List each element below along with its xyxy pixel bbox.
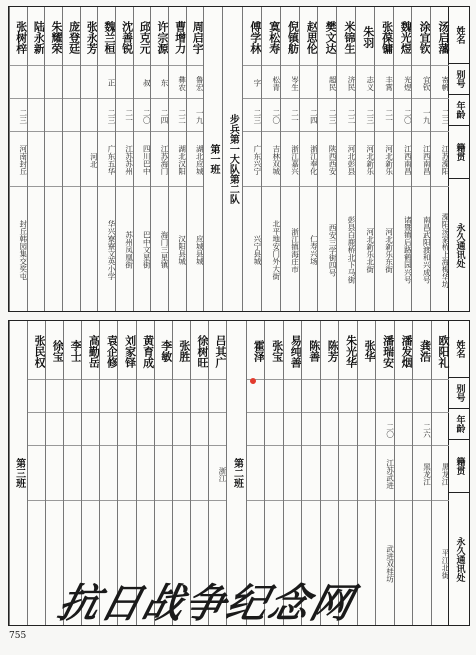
cell-name: 傅学林 bbox=[243, 7, 261, 66]
cell-alias bbox=[358, 380, 375, 413]
upper-columns bbox=[9, 7, 449, 311]
header-origin: 籍贯 bbox=[449, 126, 469, 179]
cell-origin: 河北新乐 bbox=[375, 132, 393, 187]
cell-address: 海门三星镇 bbox=[159, 231, 169, 269]
cell-name: 潘瑞安 bbox=[376, 321, 393, 380]
cell-origin: 江西南昌 bbox=[394, 132, 412, 187]
cell-origin: 湖北汉阳 bbox=[169, 132, 186, 187]
cell-alias bbox=[116, 66, 133, 99]
cell-age bbox=[28, 99, 45, 132]
cell-origin: 黑龙江 bbox=[413, 446, 430, 501]
cell-origin bbox=[137, 446, 154, 501]
cell-name: 朱耀荣 bbox=[45, 7, 62, 66]
cell-origin bbox=[321, 446, 338, 501]
cell-address: 南昌武阳渡和兴成号 bbox=[422, 216, 432, 284]
cell-age bbox=[247, 413, 264, 446]
roster-column bbox=[355, 7, 374, 311]
cell-origin bbox=[265, 446, 282, 501]
cell-origin: 江苏溧阳 bbox=[431, 132, 449, 187]
cell-name: 朱光华 bbox=[339, 321, 356, 380]
cell-name: 陈善 bbox=[302, 321, 319, 380]
cell-age bbox=[265, 413, 282, 446]
cell-name: 张华 bbox=[358, 321, 375, 380]
cell-origin: 河北彭县 bbox=[337, 132, 355, 187]
cell-alias: 寄帆 bbox=[431, 66, 449, 99]
cell-origin: 广东五华 bbox=[98, 132, 115, 187]
cell-name: 龚浩 bbox=[413, 321, 430, 380]
cell-age bbox=[395, 413, 412, 446]
cell-alias bbox=[173, 380, 190, 413]
cell-alias: 岑生 bbox=[281, 66, 299, 99]
cell-age: 二〇 bbox=[262, 99, 280, 132]
cell-alias bbox=[10, 66, 27, 99]
cell-age: 二四 bbox=[300, 99, 318, 132]
cell-age: 二〇 bbox=[376, 413, 393, 446]
cell-address bbox=[81, 187, 98, 311]
cell-alias bbox=[321, 380, 338, 413]
header-alias: 别号 bbox=[449, 64, 469, 95]
cell-origin bbox=[302, 446, 319, 501]
cell-address bbox=[395, 501, 412, 625]
cell-age bbox=[46, 413, 63, 446]
cell-address: 封丘韩园集交奖屯 bbox=[18, 220, 28, 280]
cell-address: 苏州凤凰街 bbox=[124, 231, 134, 269]
cell-origin: 河北新乐 bbox=[356, 132, 374, 187]
cell-alias bbox=[395, 380, 412, 413]
cell-name: 陆永新 bbox=[28, 7, 45, 66]
roster-column bbox=[45, 321, 63, 625]
cell-origin bbox=[155, 446, 172, 501]
cell-name: 沈善锐 bbox=[116, 7, 133, 66]
cell-age bbox=[64, 413, 81, 446]
cell-age bbox=[191, 413, 208, 446]
cell-address bbox=[45, 187, 62, 311]
cell-alias bbox=[265, 380, 282, 413]
cell-age bbox=[81, 99, 98, 132]
cell-name: 李士 bbox=[64, 321, 81, 380]
cell-name: 魏光煜 bbox=[394, 7, 412, 66]
cell-alias bbox=[155, 380, 172, 413]
cell-name: 寞松寿 bbox=[262, 7, 280, 66]
cell-name: 张葆镛 bbox=[375, 7, 393, 66]
section-label: 第三班 bbox=[9, 321, 27, 625]
cell-alias: 光煜 bbox=[394, 66, 412, 99]
cell-origin bbox=[28, 132, 45, 187]
cell-age: 二〇 bbox=[394, 99, 412, 132]
cell-name: 吕其广 bbox=[209, 321, 226, 380]
cell-name: 李敏 bbox=[155, 321, 172, 380]
cell-address: 仁寿兴场 bbox=[309, 235, 319, 265]
cell-origin bbox=[339, 446, 356, 501]
cell-alias bbox=[28, 380, 45, 413]
cell-age bbox=[209, 413, 226, 446]
cell-origin bbox=[118, 446, 135, 501]
header-address: 永久通讯处 bbox=[454, 222, 465, 268]
cell-age bbox=[321, 413, 338, 446]
header-origin-lower: 籍贯 bbox=[449, 440, 469, 493]
cell-alias bbox=[64, 380, 81, 413]
cell-origin bbox=[191, 446, 208, 501]
cell-name: 高勤岳 bbox=[82, 321, 99, 380]
cell-origin: 河南封丘 bbox=[10, 132, 27, 187]
section-label: 第二班 bbox=[226, 321, 246, 625]
cell-name: 周启宇 bbox=[187, 7, 204, 66]
section-label: 步兵第一大队第二队 bbox=[222, 7, 242, 311]
roster-column bbox=[133, 7, 151, 311]
cell-name: 涂宜钦 bbox=[412, 7, 430, 66]
cell-origin bbox=[284, 446, 301, 501]
cell-name: 袁企修 bbox=[100, 321, 117, 380]
roster-column bbox=[62, 7, 80, 311]
cell-origin bbox=[46, 446, 63, 501]
cell-address: 溧阳汤家桥上海梅华坊 bbox=[441, 212, 450, 288]
header-alias-lower: 别号 bbox=[449, 378, 469, 409]
cell-origin bbox=[395, 446, 412, 501]
cell-age: 二〇 bbox=[134, 99, 151, 132]
cell-address bbox=[28, 501, 45, 625]
cell-address bbox=[63, 187, 80, 311]
cell-name: 邱克元 bbox=[134, 7, 151, 66]
cell-name: 刘家铎 bbox=[118, 321, 135, 380]
cell-origin: 河北 bbox=[81, 132, 98, 187]
cell-name: 倪镇舫 bbox=[281, 7, 299, 66]
roster-column bbox=[280, 7, 299, 311]
cell-address: 应城县城 bbox=[195, 235, 205, 265]
roster-column bbox=[186, 7, 204, 311]
cell-alias bbox=[28, 66, 45, 99]
cell-origin bbox=[28, 446, 45, 501]
header-name-lower: 姓名 bbox=[449, 321, 469, 378]
cell-alias bbox=[300, 66, 318, 99]
upper-roster-table bbox=[8, 6, 470, 312]
cell-alias: 鲁宏 bbox=[187, 66, 204, 99]
page-number: 755 bbox=[9, 631, 27, 641]
cell-age: 二一 bbox=[116, 99, 133, 132]
roster-column bbox=[299, 7, 318, 311]
cell-address: 浙江镇海庄市 bbox=[290, 227, 300, 273]
cell-alias: 志义 bbox=[356, 66, 374, 99]
cell-address: 武进双桂坊 bbox=[385, 545, 395, 583]
cell-alias bbox=[339, 380, 356, 413]
cell-age: 一九 bbox=[412, 99, 430, 132]
roster-column bbox=[9, 7, 27, 311]
cell-alias bbox=[137, 380, 154, 413]
roster-column bbox=[357, 321, 375, 625]
cell-alias: 宜钦 bbox=[412, 66, 430, 99]
roster-column bbox=[430, 7, 449, 311]
cell-age: 二二 bbox=[169, 99, 186, 132]
cell-alias: 字 bbox=[243, 66, 261, 99]
cell-alias: 东 bbox=[151, 66, 168, 99]
roster-column bbox=[412, 321, 430, 625]
cell-origin bbox=[173, 446, 190, 501]
cell-name: 张胜 bbox=[173, 321, 190, 380]
roster-column bbox=[27, 321, 45, 625]
roster-column bbox=[375, 321, 393, 625]
cell-name: 张树梓 bbox=[10, 7, 27, 66]
cell-age bbox=[63, 99, 80, 132]
cell-origin: 浙江 bbox=[209, 446, 226, 501]
cell-address bbox=[358, 501, 375, 625]
header-age-lower: 年龄 bbox=[449, 409, 469, 440]
cell-origin bbox=[358, 446, 375, 501]
cell-age bbox=[155, 413, 172, 446]
cell-origin: 江西南昌 bbox=[412, 132, 430, 187]
roster-column bbox=[393, 7, 412, 311]
cell-address: 河北新乐东街 bbox=[384, 227, 394, 273]
cell-origin bbox=[64, 446, 81, 501]
header-age: 年龄 bbox=[449, 95, 469, 126]
roster-column bbox=[411, 7, 430, 311]
cell-alias bbox=[46, 380, 63, 413]
cell-name: 赵思伦 bbox=[300, 7, 318, 66]
cell-origin: 浙江嘉兴 bbox=[281, 132, 299, 187]
cell-alias: 丰霄 bbox=[375, 66, 393, 99]
header-name: 姓名 bbox=[449, 7, 469, 64]
roster-column bbox=[336, 7, 355, 311]
cell-alias: 正 bbox=[98, 66, 115, 99]
cell-alias bbox=[247, 380, 264, 413]
cell-age: 二一 bbox=[375, 99, 393, 132]
cell-age: 二三 bbox=[98, 99, 115, 132]
cell-alias bbox=[284, 380, 301, 413]
roster-column bbox=[97, 7, 115, 311]
cell-origin: 江苏海门 bbox=[151, 132, 168, 187]
cell-name: 魏兰桓 bbox=[98, 7, 115, 66]
cell-alias: 超民 bbox=[318, 66, 336, 99]
cell-age: 二三 bbox=[10, 99, 27, 132]
cell-age bbox=[432, 413, 449, 446]
cell-address: 西安三学街四号 bbox=[328, 223, 338, 277]
cell-alias: 彝农 bbox=[169, 66, 186, 99]
cell-alias bbox=[302, 380, 319, 413]
cell-age: 二四 bbox=[151, 99, 168, 132]
cell-age bbox=[302, 413, 319, 446]
cell-origin bbox=[247, 446, 264, 501]
cell-alias bbox=[376, 380, 393, 413]
roster-column bbox=[317, 7, 336, 311]
cell-name: 潘发烟 bbox=[395, 321, 412, 380]
cell-origin: 四川巴中 bbox=[134, 132, 151, 187]
cell-alias bbox=[81, 66, 98, 99]
cell-origin: 江苏苏州 bbox=[116, 132, 133, 187]
cell-name: 朱羽 bbox=[356, 7, 374, 66]
cell-alias bbox=[63, 66, 80, 99]
cell-address: 兴宁县城 bbox=[252, 235, 262, 265]
upper-header-column bbox=[448, 7, 469, 311]
cell-alias bbox=[45, 66, 62, 99]
cell-origin bbox=[45, 132, 62, 187]
cell-address: 河北新乐北街 bbox=[365, 227, 375, 273]
cell-age bbox=[45, 99, 62, 132]
cell-origin: 湖北应城 bbox=[187, 132, 204, 187]
roster-column bbox=[150, 7, 168, 311]
roster-column bbox=[394, 321, 412, 625]
cell-age bbox=[339, 413, 356, 446]
section-label: 第一班 bbox=[203, 7, 221, 311]
cell-age: 二三 bbox=[356, 99, 374, 132]
cell-name: 徐宝 bbox=[46, 321, 63, 380]
roster-column bbox=[374, 7, 393, 311]
cell-address bbox=[413, 501, 430, 625]
cell-age bbox=[173, 413, 190, 446]
cell-age: 一九 bbox=[187, 99, 204, 132]
cell-age bbox=[358, 413, 375, 446]
cell-name: 张永芳 bbox=[81, 7, 98, 66]
cell-name: 欧阳礼 bbox=[432, 321, 449, 380]
cell-name: 曹增力 bbox=[169, 7, 186, 66]
roster-column bbox=[27, 7, 45, 311]
cell-origin bbox=[100, 446, 117, 501]
cell-alias bbox=[432, 380, 449, 413]
header-address-lower: 永久通讯处 bbox=[454, 536, 465, 582]
red-mark bbox=[250, 378, 256, 384]
cell-address: 彭县白鹿桥北下马街 bbox=[346, 216, 356, 284]
cell-alias bbox=[82, 380, 99, 413]
cell-address: 北平地安门外大街 bbox=[271, 220, 281, 280]
cell-name: 霍泽 bbox=[247, 321, 264, 380]
cell-origin: 江苏武进 bbox=[376, 446, 393, 501]
cell-name: 黄育成 bbox=[137, 321, 154, 380]
cell-name: 陈芳 bbox=[321, 321, 338, 380]
roster-column bbox=[431, 321, 449, 625]
cell-name: 张宝 bbox=[265, 321, 282, 380]
cell-age bbox=[118, 413, 135, 446]
roster-column bbox=[115, 7, 133, 311]
roster-column bbox=[44, 7, 62, 311]
cell-name: 张民权 bbox=[28, 321, 45, 380]
cell-address: 汉阳县城 bbox=[177, 235, 187, 265]
cell-age bbox=[100, 413, 117, 446]
cell-origin: 黑龙江 bbox=[432, 446, 449, 501]
cell-name: 米锦生 bbox=[337, 7, 355, 66]
cell-origin bbox=[82, 446, 99, 501]
cell-name: 易纯善 bbox=[284, 321, 301, 380]
cell-alias: 济民 bbox=[337, 66, 355, 99]
cell-name: 许宗源 bbox=[151, 7, 168, 66]
cell-origin: 吉林双城 bbox=[262, 132, 280, 187]
cell-age: 二三 bbox=[318, 99, 336, 132]
cell-age: 二六 bbox=[413, 413, 430, 446]
cell-origin: 广东兴宁 bbox=[243, 132, 261, 187]
cell-address: 华兴寮寮文英小学 bbox=[106, 220, 116, 280]
cell-age bbox=[82, 413, 99, 446]
cell-origin: 陕西西安 bbox=[318, 132, 336, 187]
cell-age bbox=[284, 413, 301, 446]
cell-alias: 松青 bbox=[262, 66, 280, 99]
cell-name: 徐树旺 bbox=[191, 321, 208, 380]
cell-age bbox=[28, 413, 45, 446]
watermark-logo: 抗日战争纪念网 bbox=[53, 580, 360, 627]
cell-address: 巴中文星街 bbox=[142, 231, 152, 269]
cell-alias bbox=[191, 380, 208, 413]
roster-column bbox=[168, 7, 186, 311]
cell-name: 庞登廷 bbox=[63, 7, 80, 66]
roster-column bbox=[242, 7, 261, 311]
cell-age: 二二 bbox=[337, 99, 355, 132]
cell-age: 二一 bbox=[281, 99, 299, 132]
cell-address: 平江北街 bbox=[441, 549, 450, 579]
cell-age: 二三 bbox=[243, 99, 261, 132]
cell-origin bbox=[63, 132, 80, 187]
roster-column bbox=[80, 7, 98, 311]
cell-origin: 浙江奉化 bbox=[300, 132, 318, 187]
cell-address bbox=[28, 187, 45, 311]
cell-age: 二三 bbox=[431, 99, 449, 132]
roster-column bbox=[261, 7, 280, 311]
cell-name: 汤启藩 bbox=[431, 7, 449, 66]
cell-alias bbox=[118, 380, 135, 413]
cell-address: 诸暨镇后路鹤园兴号 bbox=[403, 216, 413, 284]
cell-alias bbox=[100, 380, 117, 413]
cell-age bbox=[137, 413, 154, 446]
lower-header-column bbox=[448, 321, 469, 625]
cell-name: 樊文达 bbox=[318, 7, 336, 66]
cell-alias bbox=[413, 380, 430, 413]
cell-alias: 叔 bbox=[134, 66, 151, 99]
cell-alias bbox=[209, 380, 226, 413]
